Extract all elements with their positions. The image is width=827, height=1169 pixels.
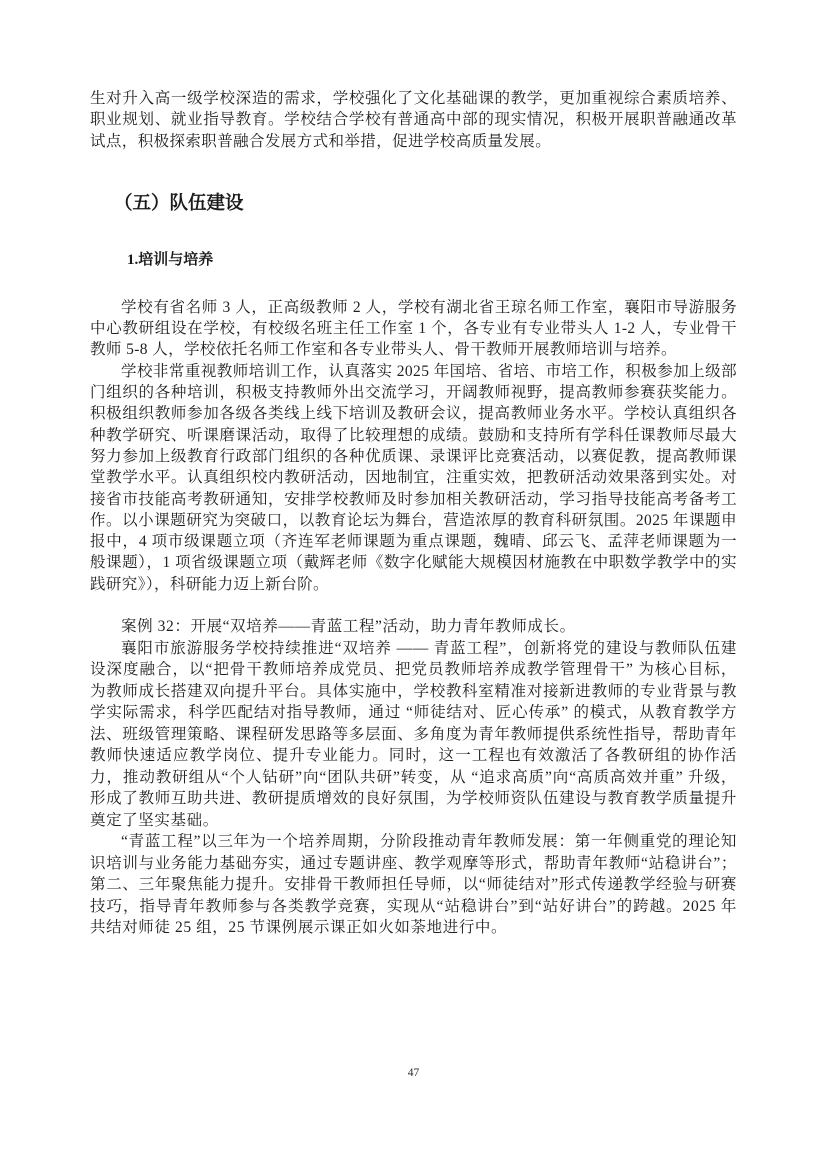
subsection-heading: 1.培训与培养 — [127, 251, 214, 268]
intro-paragraph: 生对升入高一级学校深造的需求，学校强化了文化基础课的教学，更加重视综合素质培养、职业规划、就业指导教育。学校结合学校有普通高中部的现实情况，积极开展职普融通改革试点，积极探索职普融合发展方式和举措，促进学校高质量发展。 — [90, 90, 737, 150]
case-study-title: 案例 32：开展“双培养——青蓝工程”活动，助力青年教师成长。 — [121, 618, 576, 636]
page-number: 47 — [407, 1067, 420, 1079]
case-study-paragraph-2: “青蓝工程”以三年为一个培养周期，分阶段推动青年教师发展：第一年侧重党的理论知识培训与业务能力基础夯实，通过专题讲座、教学观摩等形式，帮助青年教师“站稳讲台”；第二、三年聚焦能力提升。安排骨干教师担任导师，以“师徒结对”形式传递教学经验与研赛技巧，指导青年教师参与各类教学竞赛，实现从“站稳讲台”到“站好讲台”的跨越。2025 年共结对师徒 25 组，25 节课例展示课正如火如荼地进行中。 — [90, 833, 737, 937]
page-footer — [0, 1063, 827, 1081]
section-heading: （五）队伍建设 — [114, 193, 244, 214]
paragraph-training: 学校非常重视教师培训工作，认真落实 2025 年国培、省培、市培工作，积极参加上级部门组织的各种培训，积极支持教师外出交流学习，开阔教师视野，提高教师参赛获奖能力。积极组织教师参加各级各类线上线下培训及教研会议，提高教师业务水平。学校认真组织各种教学研究、听课磨课活动，取得了比较理想的成绩。鼓励和支持所有学科任课教师尽最大努力参加上级教育行政部门组织的各种优质课、录课评比竞赛活动，以赛促教，提高教师课堂教学水平。认真组织校内教研活动，因地制宜，注重实效，把教研活动效果落到实处。对接省市技能高考教研通知，安排学校教师及时参加相关教研活动，学习指导技能高考备考工作。以小课题研究为突破口，以教育论坛为舞台，营造浓厚的教育科研氛围。2025 年课题申报中，4 项市级课题立项（齐连军老师课题为重点课题，魏晴、邱云飞、孟萍老师课题为一般课题），1 项省级课题立项（戴辉老师《数字化赋能大规模因材施教在中职数学教学中的实践研究》），科研能力迈上新台阶。 — [90, 362, 737, 593]
paragraph-staffing: 学校有省名师 3 人，正高级教师 2 人，学校有湖北省王琼名师工作室，襄阳市导游服务中心教研组设在学校，有校级名班主任工作室 1 个，各专业有专业带头人 1-2 人，专业骨干教师 5-8 人，学校依托名师工作室和各专业带头人、骨干教师开展教师培训与培养。 — [90, 298, 737, 359]
case-study-paragraph-1: 襄阳市旅游服务学校持续推进“双培养 —— 青蓝工程”，创新将党的建设与教师队伍建设深度融合，以“把骨干教师培养成党员、把党员教师培养成教学管理骨干” 为核心目标，为教师成长搭建双向提升平台。具体实施中，学校教科室精准对接新进教师的专业背景与教学实际需求，科学匹配结对指导教师，通过 “师徒结对、匠心传承” 的模式，从教育教学方法、班级管理策略、课程研发思路等多层面、多角度为青年教师提供系统性指导，帮助青年教师快速适应教学岗位、提升专业能力。同时，这一工程也有效激活了各教研组的协作活力，推动教研组从“个人钻研”向“团队共研”转变，从 “追求高质”向“高质高效并重” 升级，形成了教师互助共进、教研提质增效的良好氛围，为学校师资队伍建设与教育教学质量提升奠定了坚实基础。 — [90, 639, 737, 829]
